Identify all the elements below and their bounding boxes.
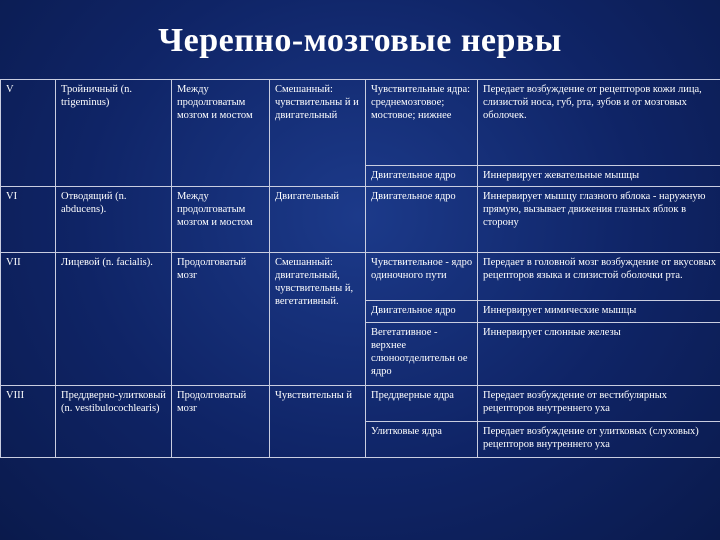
- nerve-name: Лицевой (n. facialis).: [56, 253, 172, 386]
- nerve-name: Отводящий (n. abducens).: [56, 187, 172, 253]
- nerve-name: Тройничный (n. trigeminus): [56, 80, 172, 187]
- nucleus-cell: Чувствительное - ядро одиночного пути: [366, 253, 478, 301]
- function-cell: Передает возбуждение от улитковых (слуховых) рецепторов внутреннего уха: [478, 422, 720, 458]
- nerve-type: Чувствительны й: [270, 386, 366, 458]
- function-cell: Иннервирует слюнные железы: [478, 323, 720, 386]
- function-cell: Иннервирует мышцу глазного яблока - наружную прямую, вызывает движения глазных яблок в сторону: [478, 187, 720, 253]
- table-row: [1, 253, 720, 301]
- table-row: [1, 187, 720, 253]
- nerve-number: VI: [1, 187, 56, 253]
- nerve-location: Между продолговатым мозгом и мостом: [172, 80, 270, 187]
- nerve-number: VIII: [1, 386, 56, 458]
- nucleus-cell: Преддверные ядра: [366, 386, 478, 422]
- function-cell: Передает возбуждение от вестибулярных рецепторов внутреннего уха: [478, 386, 720, 422]
- slide-title: Черепно-мозговые нервы: [158, 22, 562, 59]
- nucleus-cell: Двигательное ядро: [366, 166, 478, 187]
- table-row: [1, 386, 720, 422]
- function-cell: Иннервирует мимические мышцы: [478, 301, 720, 323]
- nucleus-cell: Вегетативное - верхнее слюноотделительн ое ядро: [366, 323, 478, 386]
- nucleus-cell: Двигательное ядро: [366, 301, 478, 323]
- nerve-location: Между продолговатым мозгом и мостом: [172, 187, 270, 253]
- table-row: [1, 80, 720, 166]
- nucleus-cell: Чувствительные ядра: среднемозговое; мостовое; нижнее: [366, 80, 478, 166]
- cranial-nerves-table: [0, 79, 720, 458]
- nerve-number: VII: [1, 253, 56, 386]
- nerve-type: Смешанный: чувствительны й и двигательный: [270, 80, 366, 187]
- nucleus-cell: Улитковые ядра: [366, 422, 478, 458]
- nerve-name: Преддверно-улитковый (n. vestibulocochlearis): [56, 386, 172, 458]
- nerve-location: Продолговатый мозг: [172, 386, 270, 458]
- nerve-number: V: [1, 80, 56, 187]
- nerve-type: Двигательный: [270, 187, 366, 253]
- function-cell: Передает возбуждение от рецепторов кожи лица, слизистой носа, губ, рта, зубов и от мозговых оболочек.: [478, 80, 720, 166]
- function-cell: Передает в головной мозг возбуждение от вкусовых рецепторов языка и слизистой оболочки рта.: [478, 253, 720, 301]
- nerve-type: Смешанный: двигательный, чувствительны й, вегетативный.: [270, 253, 366, 386]
- nerve-location: Продолговатый мозг: [172, 253, 270, 386]
- function-cell: Иннервирует жевательные мышцы: [478, 166, 720, 187]
- nucleus-cell: Двигательное ядро: [366, 187, 478, 253]
